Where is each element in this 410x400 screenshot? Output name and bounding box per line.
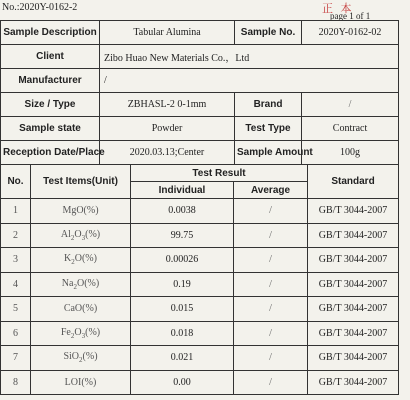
sample-no-value: 2020Y-0162-02 <box>302 21 399 45</box>
result-row <box>1 272 399 297</box>
test-type-label: Test Type <box>235 117 302 141</box>
result-row <box>1 199 399 224</box>
sample-amount-label: Sample Amount <box>235 141 302 165</box>
col-header-standard: Standard <box>308 165 399 199</box>
result-no: 2 <box>1 223 31 248</box>
result-test-item: LOI(%) <box>31 370 131 395</box>
result-individual: 0.015 <box>131 297 234 322</box>
result-individual: 0.0038 <box>131 199 234 224</box>
page-indicator: page 1 of 1 <box>330 11 371 21</box>
result-test-item: SiO$_2$(%) <box>31 346 131 371</box>
result-individual: 0.00 <box>131 370 234 395</box>
result-average: / <box>234 297 308 322</box>
result-row <box>1 223 399 248</box>
result-test-item: $Al_2O_3(\%)$ <box>31 223 131 248</box>
results-table <box>0 164 399 395</box>
result-individual: 0.018 <box>131 321 234 346</box>
manufacturer-value: / <box>100 69 399 93</box>
result-test-item: CaO(%) <box>31 297 131 322</box>
sample-amount-value: 100g <box>302 141 399 165</box>
original-stamp: 正 本 <box>322 2 354 15</box>
result-no: 5 <box>1 297 31 322</box>
row-sample-state <box>1 117 399 141</box>
test-type-value: Contract <box>302 117 399 141</box>
row-reception <box>1 141 399 165</box>
result-row <box>1 370 399 395</box>
result-no: 6 <box>1 321 31 346</box>
result-row <box>1 321 399 346</box>
result-standard: GB/T 3044-2007 <box>308 199 399 224</box>
result-average: / <box>234 248 308 273</box>
results-body <box>1 199 399 395</box>
client-value: Zibo Huao New Materials Co.，Ltd <box>100 45 399 69</box>
result-individual: 0.19 <box>131 272 234 297</box>
result-standard: GB/T 3044-2007 <box>308 321 399 346</box>
col-header-test-result: Test Result <box>131 165 308 182</box>
result-individual: 99.75 <box>131 223 234 248</box>
result-test-item: $K_2O(\%)$ <box>31 248 131 273</box>
result-standard: GB/T 3044-2007 <box>308 346 399 371</box>
col-header-individual: Individual <box>131 182 234 199</box>
col-header-test-items: Test Items(Unit) <box>31 165 131 199</box>
row-manufacturer <box>1 69 399 93</box>
result-average: / <box>234 199 308 224</box>
col-header-no: No. <box>1 165 31 199</box>
sample-state-value: Powder <box>100 117 235 141</box>
reception-label: Reception Date/Place <box>1 141 100 165</box>
result-individual: 0.00026 <box>131 248 234 273</box>
sample-no-label: Sample No. <box>235 21 302 45</box>
result-row <box>1 297 399 322</box>
document-number: No.:2020Y-0162-2 <box>2 2 78 13</box>
row-client <box>1 45 399 69</box>
result-no: 4 <box>1 272 31 297</box>
client-label: Client <box>1 45 100 69</box>
reception-value: 2020.03.13;Center <box>100 141 235 165</box>
result-standard: GB/T 3044-2007 <box>308 272 399 297</box>
result-individual: 0.021 <box>131 346 234 371</box>
brand-label: Brand <box>235 93 302 117</box>
result-no: 3 <box>1 248 31 273</box>
result-no: 1 <box>1 199 31 224</box>
result-standard: GB/T 3044-2007 <box>308 223 399 248</box>
result-standard: GB/T 3044-2007 <box>308 248 399 273</box>
test-report-table <box>0 20 399 165</box>
result-average: / <box>234 321 308 346</box>
size-type-value: ZBHASL-2 0-1mm <box>100 93 235 117</box>
size-type-label: Size / Type <box>1 93 100 117</box>
result-test-item: $Na_2O(\%)$ <box>31 272 131 297</box>
result-test-item: $Fe_2O_3(\%)$ <box>31 321 131 346</box>
row-size-type <box>1 93 399 117</box>
result-average: / <box>234 370 308 395</box>
brand-value: / <box>302 93 399 117</box>
result-no: 8 <box>1 370 31 395</box>
result-row <box>1 248 399 273</box>
result-standard: GB/T 3044-2007 <box>308 370 399 395</box>
result-no: 7 <box>1 346 31 371</box>
result-standard: GB/T 3044-2007 <box>308 297 399 322</box>
sample-state-label: Sample state <box>1 117 100 141</box>
result-row <box>1 346 399 371</box>
row-sample-description <box>1 21 399 45</box>
result-test-item: MgO(%) <box>31 199 131 224</box>
sample-description-label: Sample Description <box>1 21 100 45</box>
result-average: / <box>234 223 308 248</box>
result-average: / <box>234 346 308 371</box>
col-header-average: Average <box>234 182 308 199</box>
sample-description-value: Tabular Alumina <box>100 21 235 45</box>
result-average: / <box>234 272 308 297</box>
manufacturer-label: Manufacturer <box>1 69 100 93</box>
